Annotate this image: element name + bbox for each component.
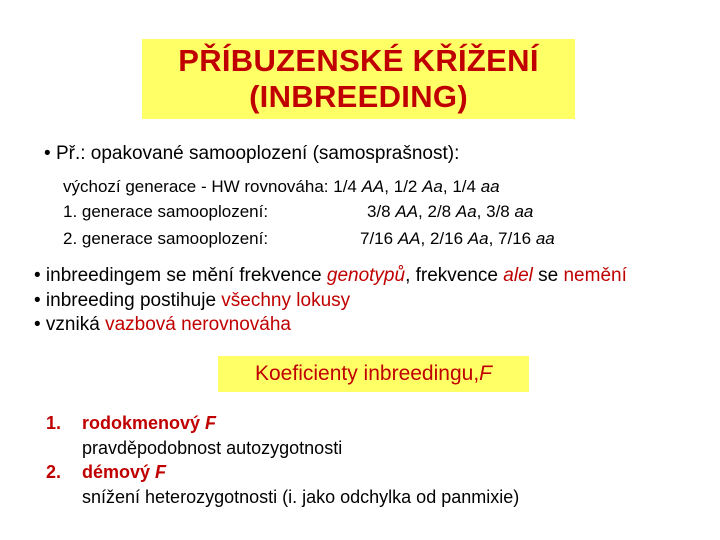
generation-label: výchozí generace - HW rovnováha: — [63, 177, 334, 196]
koeficienty-box — [218, 356, 529, 392]
point-3: • vzniká vazbová nerovnováha — [34, 314, 291, 335]
title-line-2: (INBREEDING) — [249, 79, 468, 114]
generation-values-1: 3/8 AA, 2/8 Aa, 3/8 aa — [367, 202, 534, 221]
bullet: • — [34, 290, 41, 311]
highlight-alel: alel — [503, 265, 533, 286]
generation-values-2: 7/16 AA, 2/16 Aa, 7/16 aa — [360, 229, 555, 248]
list-number-1: 1. — [46, 413, 62, 433]
koeficienty-text: Koeficienty inbreedingu, — [255, 362, 480, 385]
title-line-1: PŘÍBUZENSKÉ KŘÍŽENÍ — [178, 43, 539, 78]
list-desc-1: pravděpodobnost autozygotnosti — [82, 438, 343, 458]
highlight-genotypu: genotypů — [326, 265, 406, 286]
highlight-nemeni: nemění — [563, 265, 627, 286]
generation-row-2 — [63, 229, 268, 249]
highlight-lokusy: všechny lokusy — [221, 290, 351, 311]
example-line — [44, 143, 459, 165]
koeficienty-symbol: F — [479, 362, 492, 385]
title-box — [142, 39, 575, 119]
example-text: Př.: opakované samooplození (samosprašnost): — [55, 143, 460, 164]
list-desc-2: snížení heterozygotnosti (i. jako odchylka od panmixie) — [82, 487, 520, 507]
generation-label: 1. generace samooplození: — [63, 202, 269, 221]
list-title-2: démový F — [82, 462, 167, 482]
list-number-2: 2. — [46, 462, 62, 482]
generation-row-1 — [63, 202, 268, 222]
bullet: • — [34, 265, 41, 286]
generation-label: 2. generace samooplození: — [63, 229, 269, 248]
list-title-1: rodokmenový F — [82, 413, 217, 433]
point-2: • inbreeding postihuje všechny lokusy — [34, 290, 351, 311]
bullet: • — [44, 143, 51, 164]
highlight-nerovnovaha: vazbová nerovnováha — [105, 314, 291, 335]
point-1: • inbreedingem se mění frekvence genotypů, frekvence alel se nemění — [34, 265, 627, 286]
bullet: • — [34, 314, 41, 335]
generation-row-0: výchozí generace - HW rovnováha: 1/4 AA, 1/2 Aa, 1/4 aa — [63, 177, 500, 196]
